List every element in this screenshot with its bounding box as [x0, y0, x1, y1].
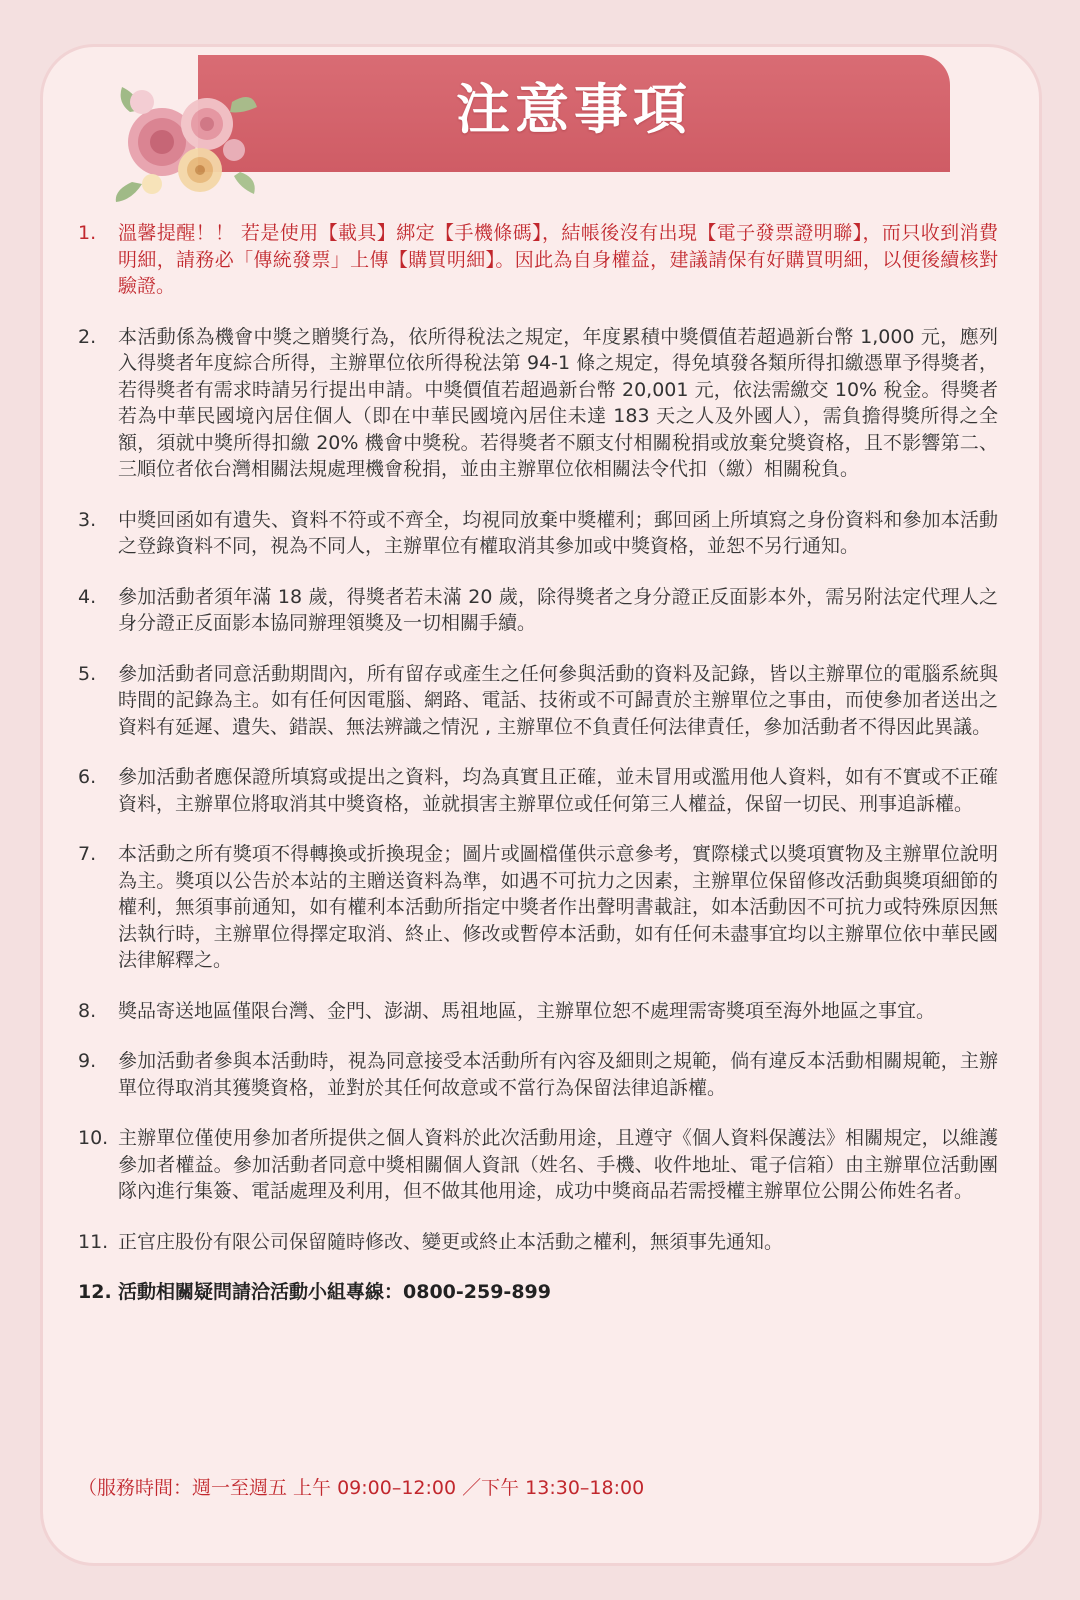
item-number: 6.: [78, 766, 97, 788]
item-text: 本活動係為機會中獎之贈獎行為，依所得稅法之規定，年度累積中獎價值若超過新台幣 1,000 元，應列入得獎者年度綜合所得，主辦單位依所得稅法第 94-1 條之規定，得免填發各類所得扣繳憑單予得獎者，若得獎者有需求時請另行提出申請。中獎價值若超過新台幣 20,001 元，依法需繳交 10% 稅金。得獎者若為中華民國境內居住個人（即在中華民國境內居住未達 183 天之人及外國人），需負擔得獎所得之全額，須就中獎所得扣繳 20% 機會中獎稅。若得獎者不願支付相關稅捐或放棄兌獎資格，且不影響第二、三順位者依台灣相關法規處理機會稅捐，並由主辦單位依相關法令代扣（繳）相關稅負。: [118, 325, 998, 480]
title-banner: [198, 55, 950, 172]
list-item: [78, 220, 998, 300]
list-item: [78, 1279, 998, 1306]
list-item: [78, 1048, 998, 1101]
item-number: 8.: [78, 999, 97, 1022]
item-text: 主辦單位僅使用參加者所提供之個人資料於此次活動用途，且遵守《個人資料保護法》相關規定，以維護參加者權益。參加活動者同意中獎相關個人資訊（姓名、手機、收件地址、電子信箱）由主辦單位活動團隊內進行集簽、電話處理及利用，但不做其他用途，成功中獎商品若需授權主辦單位公開公佈姓名者。: [118, 1127, 998, 1202]
service-hours: （服務時間：週一至週五 上午 09:00–12:00 ／下午 13:30–18:00: [78, 1477, 645, 1499]
list-item: [78, 1229, 998, 1256]
flower-decoration-icon: [112, 72, 262, 212]
item-number: 1.: [78, 222, 97, 244]
hotline-text: 活動相關疑問請洽活動小組專線：0800-259-899: [118, 1281, 551, 1303]
item-number: 3.: [78, 508, 97, 531]
item-text: 本活動之所有獎項不得轉換或折換現金；圖片或圖檔僅供示意參考，實際樣式以獎項實物及主辦單位說明為主。獎項以公告於本站的主贈送資料為準，如遇不可抗力之因素，主辦單位保留修改活動與獎項細節的權利，無須事前通知，如有權利本活動所指定中獎者作出聲明書載註，如本活動因不可抗力或特殊原因無法執行時，主辦單位得擇定取消、終止、修改或暫停本活動，如有任何未盡事宜均以主辦單位依中華民國法律解釋之。: [118, 843, 998, 971]
item-text: 參加活動者同意活動期間內，所有留存或產生之任何參與活動的資料及記錄，皆以主辦單位的電腦系統與時間的記錄為主。如有任何因電腦、網路、電話、技術或不可歸責於主辦單位之事由，而使參加者送出之資料有延遲、遺失、錯誤、無法辨識之情況 , 主辦單位不負責任何法律責任，參加活動者不得因此異議。: [118, 662, 998, 738]
list-item: [78, 998, 998, 1025]
item-number: 9.: [78, 1050, 97, 1072]
item-text: 溫馨提醒！！ 若是使用【載具】綁定【手機條碼】，結帳後沒有出現【電子發票證明聯】，而只收到消費明細，請務必「傳統發票」上傳【購買明細】。因此為自身權益，建議請保有好購買明細，以便後續核對驗證。: [118, 222, 998, 297]
page-title: 注意事項: [456, 77, 692, 141]
item-text: 參加活動者應保證所填寫或提出之資料，均為真實且正確，並未冒用或濫用他人資料，如有不實或不正確資料，主辦單位將取消其中獎資格，並就損害主辦單位或任何第三人權益，保留一切民、刑事追訴權。: [118, 766, 998, 815]
item-number: 2.: [78, 325, 97, 348]
item-text: 參加活動者參與本活動時，視為同意接受本活動所有內容及細則之規範，倘有違反本活動相關規範，主辦單位得取消其獲獎資格，並對於其任何故意或不當行為保留法律追訴權。: [118, 1050, 998, 1099]
item-number: 7.: [78, 843, 97, 865]
list-item: [78, 841, 998, 974]
list-item: [78, 507, 998, 560]
item-number: 10.: [78, 1127, 109, 1149]
item-text: 參加活動者須年滿 18 歲，得獎者若未滿 20 歲，除得獎者之身分證正反面影本外，需另附法定代理人之身分證正反面影本協同辦理領獎及一切相關手續。: [118, 585, 998, 634]
item-number: 5.: [78, 662, 97, 685]
item-text: 獎品寄送地區僅限台灣、金門、澎湖、馬祖地區，主辦單位恕不處理需寄獎項至海外地區之事宜。: [118, 999, 936, 1022]
item-text: 正官庄股份有限公司保留隨時修改、變更或終止本活動之權利，無須事先通知。: [118, 1230, 784, 1253]
item-number: 12.: [78, 1281, 112, 1303]
list-item: [78, 764, 998, 817]
notice-list: [78, 220, 998, 1330]
item-number: 11.: [78, 1230, 109, 1253]
list-item: [78, 324, 998, 483]
item-text: 中獎回函如有遺失、資料不符或不齊全，均視同放棄中獎權利；郵回函上所填寫之身份資料和參加本活動之登錄資料不同，視為不同人，主辦單位有權取消其參加或中獎資格，並恕不另行通知。: [118, 508, 998, 557]
list-item: [78, 584, 998, 637]
list-item: [78, 661, 998, 741]
list-item: [78, 1125, 998, 1205]
item-number: 4.: [78, 585, 97, 608]
